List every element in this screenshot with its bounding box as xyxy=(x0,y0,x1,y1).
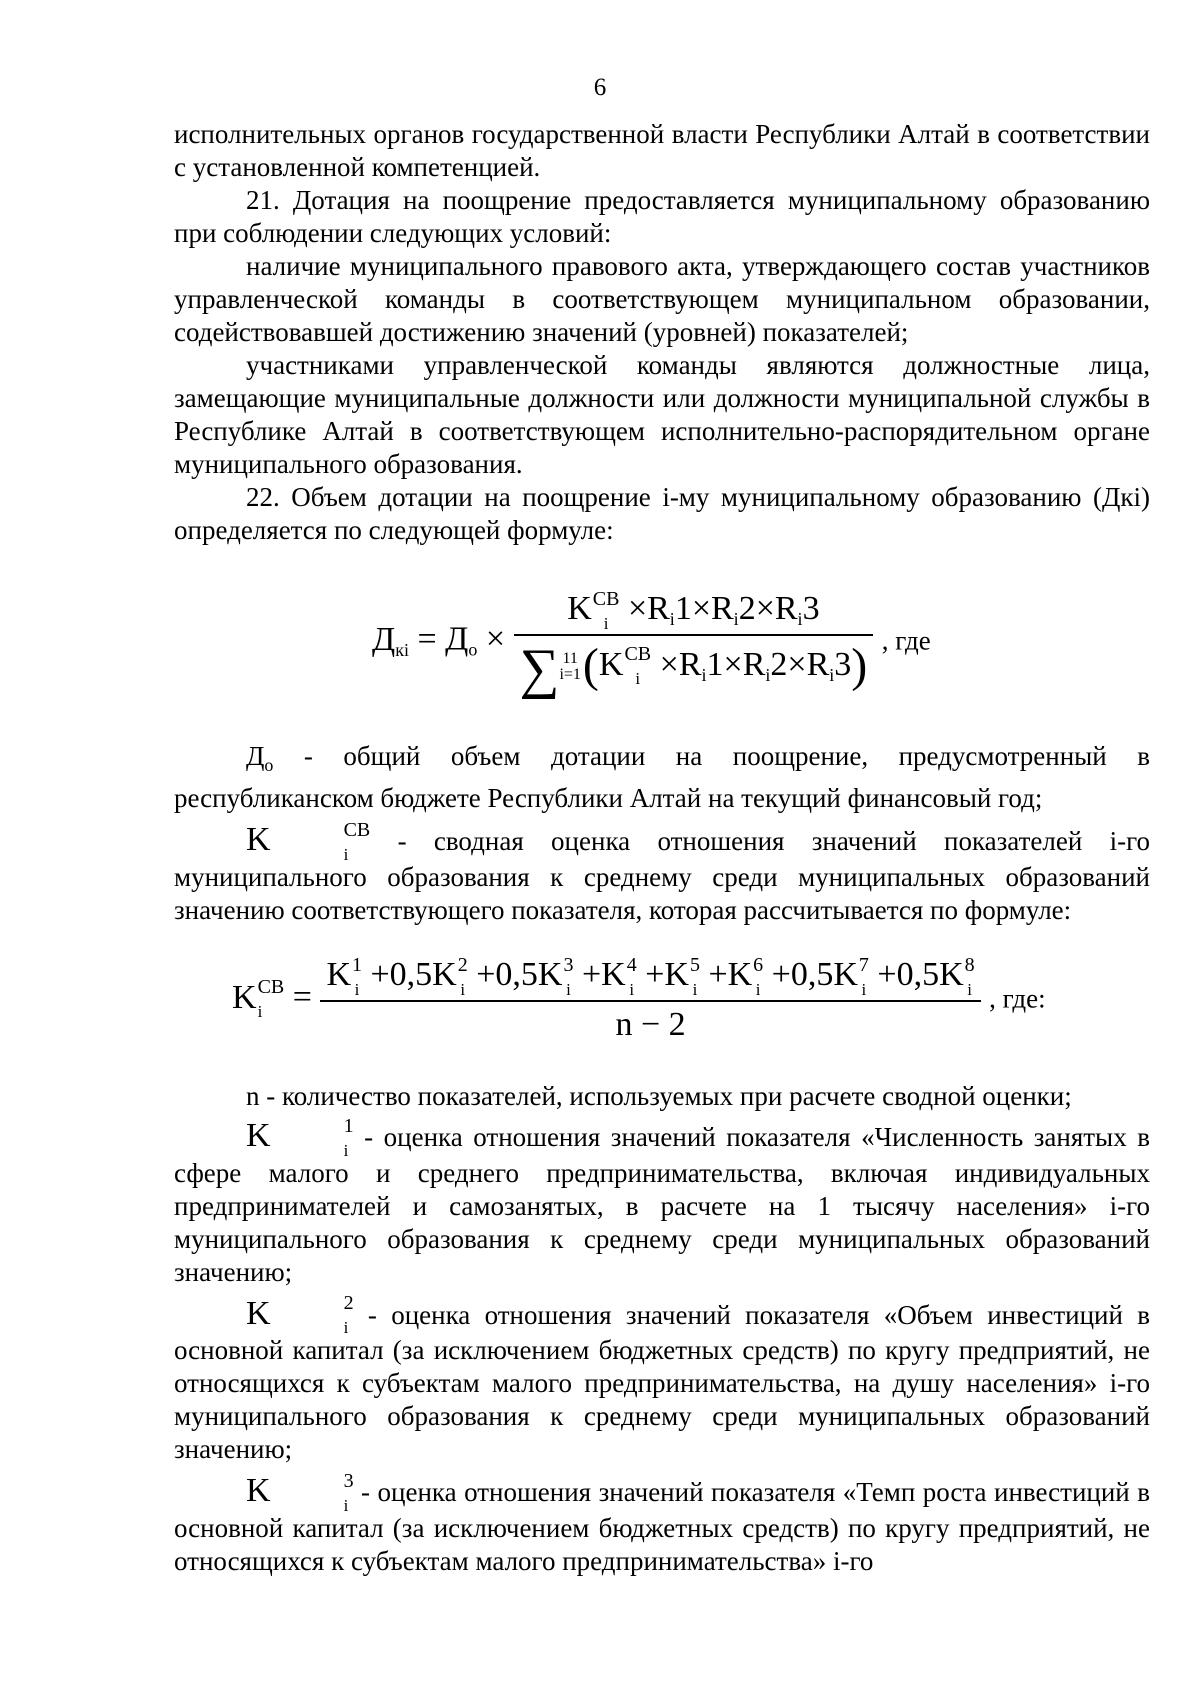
formula-numerator: K СВ i $\times R_i1\times R_i2\times R_i3$ xyxy=(567,587,820,633)
paragraph-continuation: исполнительных органов государственной власти Республики Алтай в соответствии с установленной компетенцией. xyxy=(174,119,1150,182)
text-block-1 xyxy=(174,118,1150,547)
formula-ksv: K СВ i = K 1 i +0,5K 2 i +0,5K 3 i +K 4 i +K 5 i +K 6 i +0,5K 7 i +0,5K 8 i n − 2 , где: xyxy=(232,953,1046,1043)
paragraph-do-definition: $Д_о$ - общий объем дотации на поощрение, предусмотренный в республиканском бюджете Республики Алтай на текущий финансовый год; xyxy=(174,741,1150,813)
formula-lhs: $Д_{кі}$ xyxy=(372,620,409,660)
paragraph-21: 21. Дотация на поощрение предоставляется муниципальному образованию при соблюдении следующих условий: xyxy=(174,185,1150,248)
formula-ksv-denominator: n − 2 xyxy=(320,1000,980,1042)
paragraph-condition-2: участниками управленческой команды являются должностные лица, замещающие муниципальные должности или должности муниципальной службы в Республике Алтай в соответствующем исполнительно-распорядительном органе муниципального образования. xyxy=(174,350,1150,479)
formula-dotation: $Д_{кі} = Д_о$ × K СВ i $\times R_i1\times R_i2\times R_i3$ ∑ 11 i=1 (K СВ i $\times R_i1\times R_i2\times R_i3$) , где xyxy=(372,587,931,700)
paragraph-ksv-definition: K СВ i - сводная оценка отношения значений показателей i-го муниципального образования к среднему среди муниципальных образований значению соответствующего показателя, которая рассчитывается по формуле: xyxy=(174,818,1150,925)
page-number: 6 xyxy=(593,74,607,101)
text-block-2 xyxy=(174,740,1150,927)
paragraph-condition-1: наличие муниципального правового акта, утверждающего состав участников управленческой команды в соответствующем муниципальном образовании, содействовавшей достижению значений (уровней) показателей; xyxy=(174,251,1150,347)
paragraph-k1-definition: K 1 i - оценка отношения значений показателя «Численность занятых в сфере малого и среднего предпринимательства, включая индивидуальных предпринимателей и самозанятых, в расчете на 1 тысячу населения» і-го муниципального образования к среднему среди муниципальных образований значению; xyxy=(174,1114,1150,1287)
formula-ksv-numerator: K 1 i +0,5K 2 i +0,5K 3 i +K 4 i +K 5 i +K 6 i +0,5K 7 i +0,5K 8 i xyxy=(326,953,975,999)
paragraph-22: 22. Объем дотации на поощрение i-му муниципальному образованию (Дкі) определяется по следующей формуле: xyxy=(174,482,1150,545)
paragraph-k2-definition: K 2 i - оценка отношения значений показателя «Объем инвестиций в основной капитал (за исключением бюджетных средств) по кругу предприятий, не относящихся к субъектам малого предпринимательства, на душу населения» і-го муниципального образования к среднему среди муниципальных образований значению; xyxy=(174,1292,1150,1465)
formula-denominator: ∑ 11 i=1 (K СВ i $\times R_i1\times R_i2\times R_i3$) xyxy=(514,634,874,692)
formula-ksv-fraction xyxy=(320,953,980,1043)
formula-fraction xyxy=(514,587,874,700)
paragraph-n-definition: n - количество показателей, используемых при расчете сводной оценки; xyxy=(246,1081,1072,1111)
paragraph-k3-definition: K 3 i - оценка отношения значений показателя «Темп роста инвестиций в основной капитал (за исключением бюджетных средств) по кругу предприятий, не относящихся к субъектам малого предпринимательства» і-го xyxy=(174,1470,1150,1577)
text-block-3 xyxy=(174,1080,1150,1578)
